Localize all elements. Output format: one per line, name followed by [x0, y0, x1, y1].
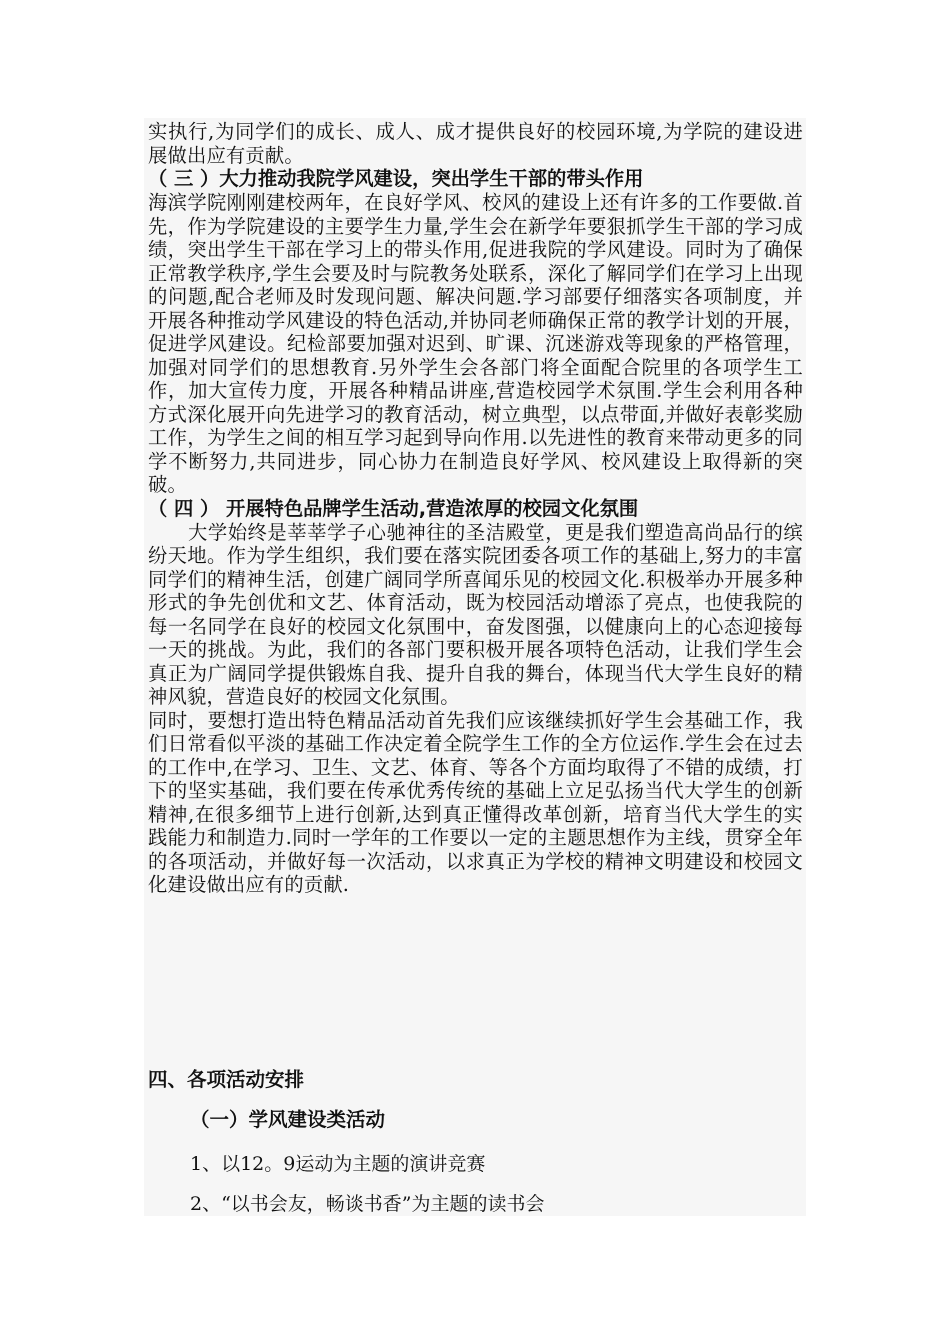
heading-section-4: （ 四 ） 开展特色品牌学生活动,营造浓厚的校园文化氛围	[148, 496, 639, 520]
paragraph-section-4a: 大学始终是莘莘学子心驰神往的圣洁殿堂，更是我们塑造高尚品行的缤纷天地。作为学生组织，我们要在落实院团委各项工作的基础上,努力的丰富同学们的精神生活，创建广阔同学所喜闻乐见的校园文化.积极举办开展多种形式的争先创优和文艺、体育活动，既为校园活动增添了亮点，也使我院的每一名同学在良好的校园文化氛围中，奋发图强，以健康向上的心态迎接每一天的挑战。为此，我们的各部门要积极开展各项特色活动，让我们学生会真正为广阔同学提供锻炼自我、提升自我的舞台，体现当代大学生良好的精神风貌，营造良好的校园文化氛围。	[148, 520, 803, 708]
list-item: 2、“以书会友，畅谈书香”为主题的读书会	[190, 1193, 545, 1215]
list-item: 1、以12。9运动为主题的演讲竞赛	[190, 1153, 486, 1175]
heading-section-3: （ 三 ）大力推动我院学风建设，突出学生干部的带头作用	[148, 167, 644, 190]
subsection-title-study-style: （一）学风建设类活动	[190, 1108, 386, 1131]
paragraph-section-3: 海滨学院刚刚建校两年，在良好学风、校风的建设上还有许多的工作要做.首先，作为学院建设的主要学生力量,学生会在新学年要狠抓学生干部的学习成绩，突出学生干部在学习上的带头作用,促进我院的学风建设。同时为了确保正常教学秩序,学生会要及时与院教务处联系，深化了解同学们在学习上出现的问题,配合老师及时发现问题、解决问题.学习部要仔细落实各项制度，并开展各种推动学风建设的特色活动,并协同老师确保正常的教学计划的开展，促进学风建设。纪检部要加强对迟到、旷课、沉迷游戏等现象的严格管理，加强对同学们的思想教育.另外学生会各部门将全面配合院里的各项学生工作，加大宣传力度，开展各种精品讲座,营造校园学术氛围.学生会利用各种方式深化展开向先进学习的教育活动，树立典型，以点带面,并做好表彰奖励工作，为学生之间的相互学习起到导向作用.以先进性的教育来带动更多的同学不断努力,共同进步，同心协力在制造良好学风、校风建设上取得新的突破。	[148, 191, 803, 496]
section-title-activities: 四、各项活动安排	[148, 1068, 305, 1091]
paragraph-continued: 实执行,为同学们的成长、成人、成才提供良好的校园环境,为学院的建设进展做出应有贡献。	[148, 120, 803, 167]
document-body	[148, 120, 803, 897]
paragraph-section-4b: 同时，要想打造出特色精品活动首先我们应该继续抓好学生会基础工作，我们日常看似平淡的基础工作决定着全院学生工作的全方位运作.学生会在过去的工作中,在学习、卫生、文艺、体育、等各个方面均取得了不错的成绩，打下的坚实基础，我们要在传承优秀传统的基础上立足弘扬当代大学生的创新精神,在很多细节上进行创新,达到真正懂得改革创新，培育当代大学生的实践能力和制造力.同时一学年的工作要以一定的主题思想作为主线，贯穿全年的各项活动，并做好每一次活动，以求真正为学校的精神文明建设和校园文化建设做出应有的贡献.	[148, 708, 803, 896]
